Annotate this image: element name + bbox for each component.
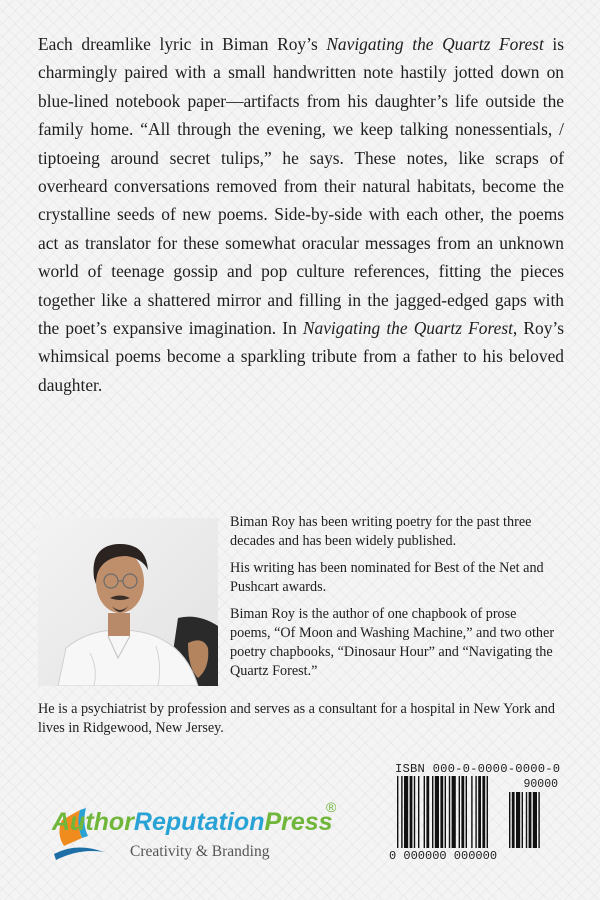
price-code: 90000 bbox=[523, 778, 558, 791]
barcode-bar bbox=[449, 776, 450, 848]
barcode-bar bbox=[466, 776, 467, 848]
barcode-bar bbox=[509, 792, 510, 848]
barcode-bar bbox=[538, 792, 539, 848]
bio-paragraph: Biman Roy is the author of one chapbook of prose poems, “Of Moon and Washing Machine,” and two other poetry chapbooks, “Dinosaur Hour” and “Navigating the Quartz Forest.” bbox=[230, 606, 555, 679]
svg-text:®: ® bbox=[326, 799, 337, 815]
barcode-bar bbox=[424, 776, 425, 848]
barcode-bar bbox=[533, 792, 537, 848]
barcode-bar bbox=[529, 792, 532, 848]
svg-text:Creativity & Branding: Creativity & Branding bbox=[130, 843, 270, 860]
barcode-bar bbox=[397, 776, 398, 848]
barcode-bar bbox=[414, 776, 415, 848]
barcode-bar bbox=[461, 776, 464, 848]
barcode-bar bbox=[475, 776, 476, 848]
barcode-number: 0 000000 000000 bbox=[389, 849, 498, 863]
book-title-italic: Navigating the Quartz Forest bbox=[326, 34, 544, 54]
barcode-bar bbox=[478, 776, 481, 848]
barcode-bar bbox=[452, 776, 456, 848]
barcode-bar bbox=[440, 776, 443, 848]
publisher-logo bbox=[46, 794, 346, 866]
barcode-bar bbox=[435, 776, 439, 848]
barcode-bar bbox=[410, 776, 413, 848]
barcode-bar bbox=[432, 776, 433, 848]
isbn-barcode bbox=[389, 762, 562, 864]
back-cover-blurb: Each dreamlike lyric in Biman Roy’s Navigating the Quartz Forest is charmingly paired with a small handwritten note hastily jotted down on blue-lined notebook paper—artifacts from his daughter’s life outside the family home. “All through the evening, we keep talking nonessentials, / tiptoeing around secret tulips,” he says. These notes, like scraps of overheard conversations removed from their natural habitats, become the crystalline seeds of new poems. Side-by-side with each other, the poems act as translator for these somewhat oracular messages from an unknown world of teenage gossip and pop culture references, fitting the pieces together like a shattered mirror and filling in the jagged-edged gaps with the poet’s expansive imagination. In Navigating the Quartz Forest, Roy’s whimsical poems become a sparkling tribute from a father to his beloved daughter. bbox=[38, 34, 564, 395]
barcode-bar bbox=[487, 776, 488, 848]
barcode-bar bbox=[526, 792, 527, 848]
author-photo bbox=[38, 518, 218, 686]
barcode-icon bbox=[397, 776, 557, 850]
bio-paragraph: His writing has been nominated for Best of the Net and Pushcart awards. bbox=[230, 560, 544, 595]
barcode-bar bbox=[482, 776, 485, 848]
barcode-bar bbox=[516, 792, 520, 848]
bio-paragraph: He is a psychiatrist by profession and serves as a consultant for a hospital in New York and lives in Ridgewood, New Jersey. bbox=[38, 701, 555, 736]
barcode-bar bbox=[404, 776, 408, 848]
barcode-bar bbox=[522, 792, 523, 848]
isbn-text: ISBN 000-0-0000-0000-0 bbox=[395, 762, 561, 776]
book-title-italic: Navigating the Quartz Forest bbox=[302, 318, 513, 339]
svg-text:AuthorReputationPress: AuthorReputationPress bbox=[52, 808, 333, 836]
barcode-bar bbox=[459, 776, 460, 848]
bio-paragraph: Biman Roy has been writing poetry for the past three decades and has been widely published. bbox=[230, 514, 532, 549]
barcode-bar bbox=[512, 792, 515, 848]
barcode-bar bbox=[418, 776, 419, 848]
barcode-bar bbox=[445, 776, 446, 848]
author-bio bbox=[230, 513, 560, 689]
barcode-bar bbox=[426, 776, 429, 848]
barcode-bar bbox=[471, 776, 472, 848]
barcode-bar bbox=[401, 776, 402, 848]
